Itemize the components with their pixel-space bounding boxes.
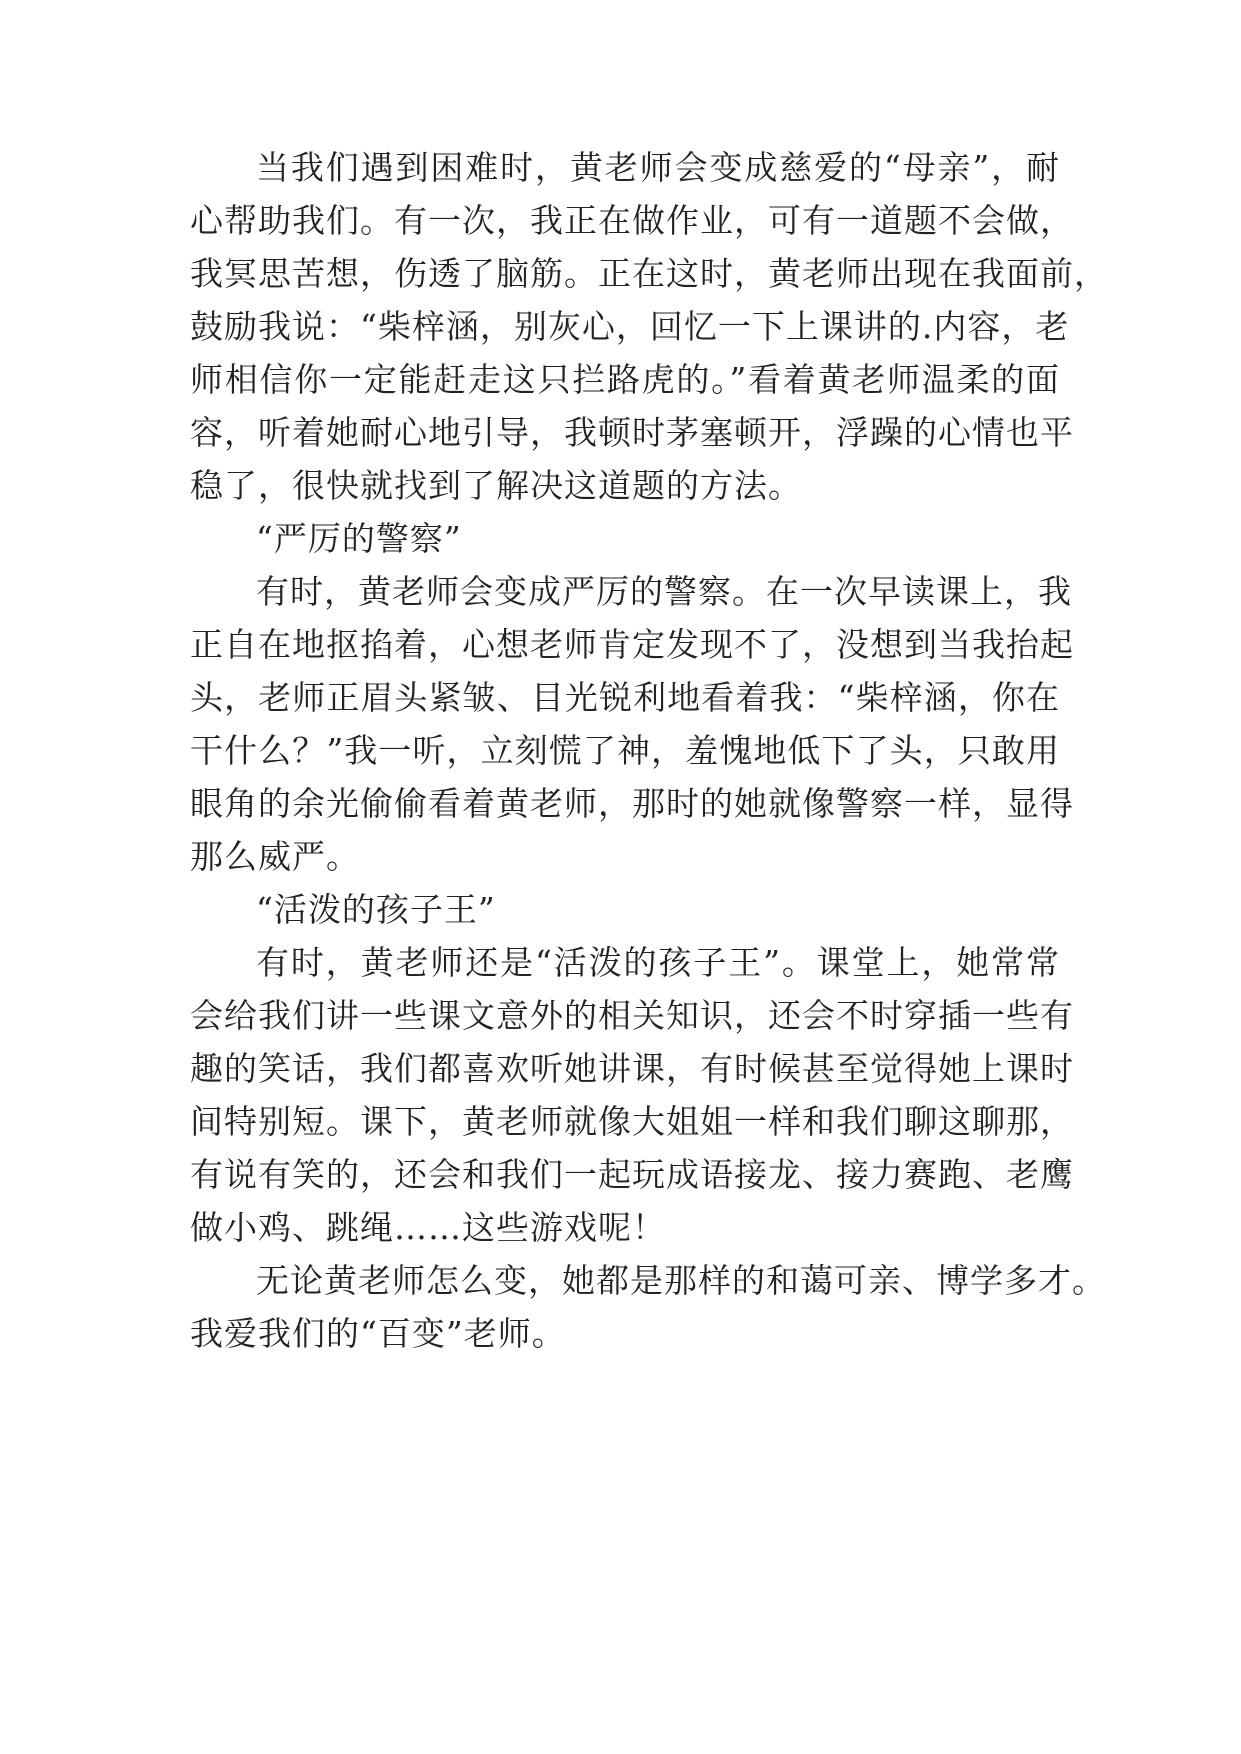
paragraph-line: 心帮助我们。有一次，我正在做作业，可有一道题不会做， bbox=[190, 201, 1074, 240]
paragraph-line: 头，老师正眉头紧皱、目光锐利地看着我：“柴梓涵，你在 bbox=[190, 678, 1060, 717]
section-heading: “活泼的孩子王” bbox=[256, 890, 496, 929]
paragraph-line: 当我们遇到困难时，黄老师会变成慈爱的“母亲”，耐 bbox=[256, 148, 1060, 187]
paragraph-line: 做小鸡、跳绳……这些游戏呢！ bbox=[190, 1208, 666, 1247]
paragraph-line: 我爱我们的“百变”老师。 bbox=[190, 1314, 566, 1353]
paragraph-line: 无论黄老师怎么变，她都是那样的和蔼可亲、博学多才。 bbox=[256, 1261, 1106, 1300]
paragraph-line: 干什么？”我一听，立刻慌了神，羞愧地低下了头，只敢用 bbox=[190, 731, 1060, 770]
paragraph-line: 我冥思苦想，伤透了脑筋。正在这时，黄老师出现在我面前， bbox=[190, 254, 1108, 293]
paragraph-line: 那么威严。 bbox=[190, 837, 360, 876]
paragraph-line: 鼓励我说：“柴梓涵，别灰心，回忆一下上课讲的.内容，老 bbox=[190, 307, 1070, 346]
paragraph-line: 容，听着她耐心地引导，我顿时茅塞顿开，浮躁的心情也平 bbox=[190, 413, 1074, 452]
paragraph-line: 眼角的余光偷偷看着黄老师，那时的她就像警察一样，显得 bbox=[190, 784, 1074, 823]
paragraph-line: 有时，黄老师还是“活泼的孩子王”。课堂上，她常常 bbox=[256, 943, 1060, 982]
paragraph-line: 有时，黄老师会变成严厉的警察。在一次早读课上，我 bbox=[256, 572, 1072, 611]
paragraph-line: 有说有笑的，还会和我们一起玩成语接龙、接力赛跑、老鹰 bbox=[190, 1155, 1074, 1194]
paragraph-line: 会给我们讲一些课文意外的相关知识，还会不时穿插一些有 bbox=[190, 996, 1074, 1035]
paragraph-line: 间特别短。课下，黄老师就像大姐姐一样和我们聊这聊那， bbox=[190, 1102, 1074, 1141]
paragraph-line: 稳了，很快就找到了解决这道题的方法。 bbox=[190, 466, 802, 505]
paragraph-line: 正自在地抠掐着，心想老师肯定发现不了，没想到当我抬起 bbox=[190, 625, 1074, 664]
paragraph-line: 师相信你一定能赶走这只拦路虎的。”看着黄老师温柔的面 bbox=[190, 360, 1060, 399]
paragraph-line: 趣的笑话，我们都喜欢听她讲课，有时候甚至觉得她上课时 bbox=[190, 1049, 1074, 1088]
section-heading: “严厉的警察” bbox=[256, 519, 462, 558]
